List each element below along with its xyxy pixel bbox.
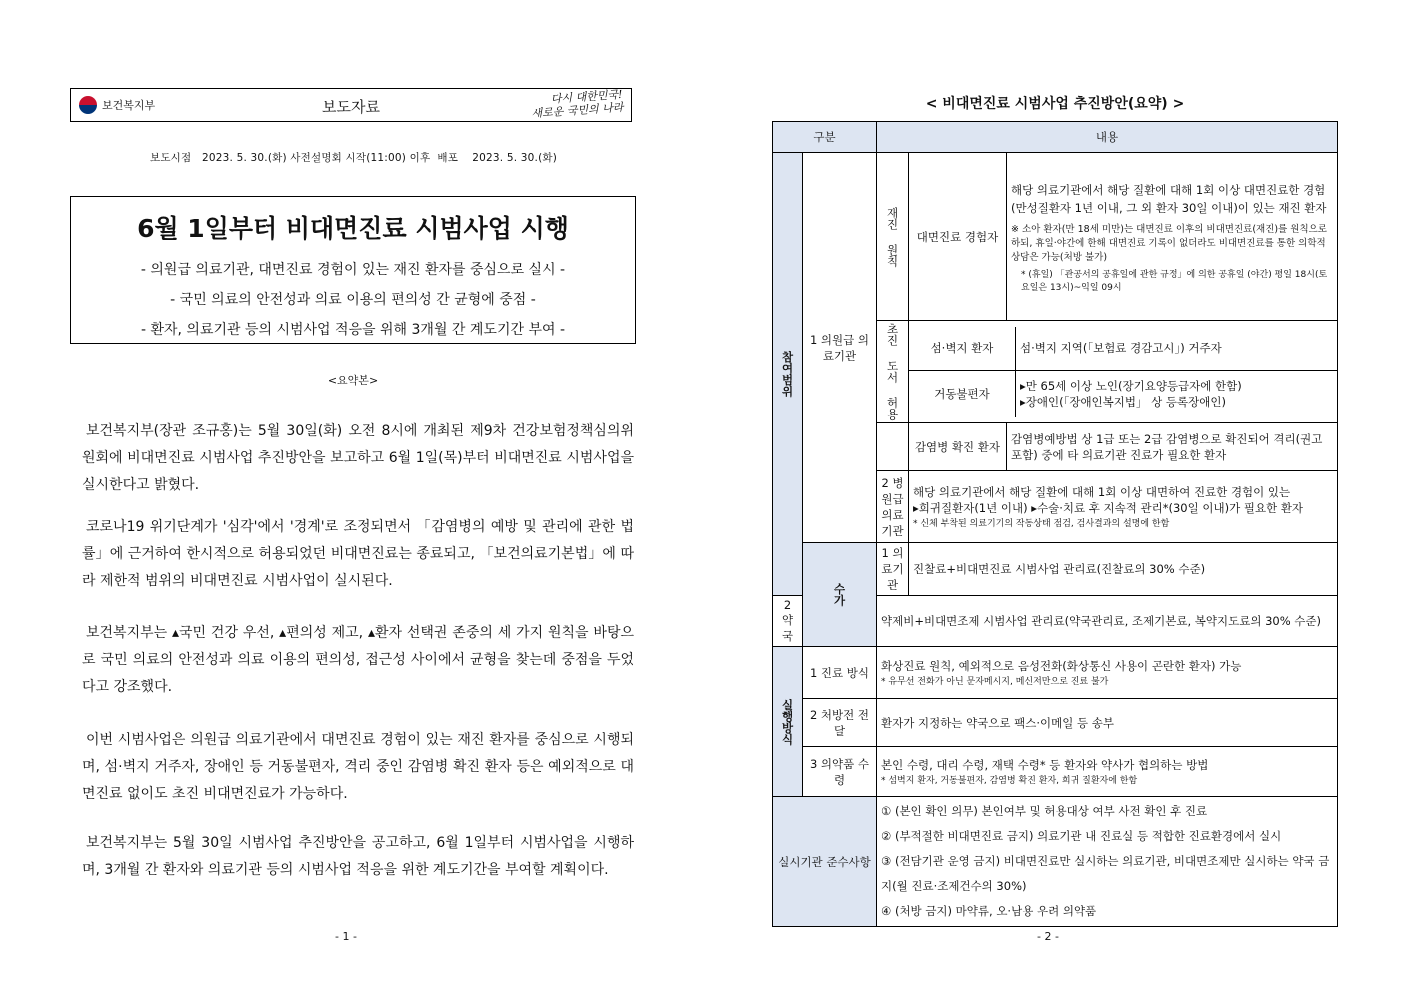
hospital-cell: 해당 의료기관에서 해당 질환에 대해 1회 이상 대면하여 진료한 경험이 있는 ▸희귀질환자(1년 이내) ▸수술·치료 후 지속적 관리*(30일 이내)가 필요한 환자 * 신체 부착된 의료기기의 작동상태 점검, 검사결과의 설명에 한함	[909, 471, 1338, 543]
m1-label: 1 진료 방식	[803, 647, 877, 699]
fee-pharm-text: 약제비+비대면조제 시범사업 관리료(약국관리료, 조제기본료, 복약지도료의 30% 수준)	[877, 596, 1338, 647]
scope-label: 참여범위	[773, 153, 803, 596]
page-number: - 1 -	[335, 930, 357, 943]
clinic-label: 1 의원급 의료기관	[803, 153, 877, 543]
table-title: < 비대면진료 시범사업 추진방안(요약) >	[925, 96, 1185, 112]
summary-table: 구분 내용 참여범위 1 의원급 의료기관 재진 원칙 대면진료 경험자 해당 의료기관에서 해당 질환에 대해 1회 이상 대면진료한 경험(만성질환자 1년 이내, 그 외 환자 30일 이내)이 있는 재진 환자 ※ 소아 환자(만 18세 미만)는 대면진료 이후의 비대면진료(재진)를 원칙으로 하되, 휴일·야간에 한해 대면진료 기록이 없더라도 비대면진료를 통한 의학적 상담은 가능(처방 불가) * (휴일) 「관공서의 공휴일에 관한 규정」에 의한 공휴일 (야간) 평일 18시(토요일은 13시)~익일 09시 초진 도서 허용 섬·벽지 환자 섬·벽지 지역(「보험료 경감고시」) 거주자 거동불편자 ▸만 65세 이상 노인(장기요양등급자에 한함) ▸장애인(「장애인복지법」 상 등록장애인) 감염병 확진 환자 감염병예방법 상 1급 또는 2급 감염병으로 확진되어 격리(권고 포함) 중에 타 의료기관 진료가 필요한 환자 2 병원급 의료기관 해당 의료기관에서 해당 질환에 대해 1회 이상 대면하여 진료한 경험이 있는 ▸희귀질환자(1년 이내) ▸수술·치료 후 지속적 관리*(30일 이내)가 필요한 환자 * 신체 부착된 의료기기의 작동상태 점검, 검사결과의 설명에 한함 수가 1 의료기관 진찰료+비대면진료 시범사업 관리료(진찰료의 30% 수준) 2 약국 약제비+비대면조제 시범사업 관리료(약국관리료, 조제기본료, 복약지도료의 30% 수준) 실행방식 1 진료 방식 화상진료 원칙, 예외적으로 음성전화(화상통신 사용이 곤란한 환자) 가능 * 유무선 전화가 아닌 문자메시지, 메신저만으로 진료 불가 2 처방전 전달 환자가 지정하는 약국으로 팩스·이메일 등 송부 3 의약품 수령 본인 수령, 대리 수령, 재택 수령* 등 환자와 약사가 협의하는 방법 * 섬벽지 환자, 거동불편자, 감염병 확진 환자, 희귀 질환자에 한함 실시기관 준수사항 ① (본인 확인 의무) 본인여부 및 허용대상 여부 사전 확인 후 진료 ② (부적절한 비대면진료 금지) 의료기관 내 진료실 등 적합한 진료환경에서 실시 ③ (전담기관 운영 금지) 비대면진료만 실시하는 의료기관, 비대면조제만 실시하는 약국 금지(월 진료·조제건수의 30%) ④ (처방 금지) 마약류, 오·남용 우려 의약품	[772, 121, 1338, 927]
press-release-label: 보도자료	[322, 98, 380, 116]
first-visit-label: 초진 도서 허용	[877, 321, 909, 423]
paragraph: 이번 시범사업은 의원급 의료기관에서 대면진료 경험이 있는 재진 환자를 중심으로 시행되며, 섬·벽지 거주자, 장애인 등 거동불편자, 격리 중인 감염병 확진 환자 등은 예외적으로 대면진료 없이도 초진 비대면진료가 가능하다.	[82, 732, 634, 802]
m2-label: 2 처방전 전달	[803, 699, 877, 747]
mobility-label: 거동불편자	[909, 371, 1016, 417]
subtitle: - 환자, 의료기관 등의 시범사업 적응을 위해 3개월 간 계도기간 부여 -	[140, 322, 566, 338]
infect-text: 감염병예방법 상 1급 또는 2급 감염병으로 확진되어 격리(권고 포함) 중에 타 의료기관 진료가 필요한 환자	[1007, 423, 1338, 471]
col-header: 내용	[877, 122, 1338, 153]
page-number: - 2 -	[1037, 930, 1059, 943]
subtitle: - 의원급 의료기관, 대면진료 경험이 있는 재진 환자를 중심으로 실시 -	[140, 262, 566, 278]
infect-label: 감염병 확진 환자	[909, 423, 1007, 471]
compliance-cell: ① (본인 확인 의무) 본인여부 및 허용대상 여부 사전 확인 후 진료 ② (부적절한 비대면진료 금지) 의료기관 내 진료실 등 적합한 진료환경에서 실시 ③ (전담기관 운영 금지) 비대면진료만 실시하는 의료기관, 비대면조제만 실시하는 약국 금지(월 진료·조제건수의 30%) ④ (처방 금지) 마약류, 오·남용 우려 의약품	[877, 797, 1338, 927]
slogan: 다시 대한민국! 새로운 국민의 나라	[531, 87, 624, 121]
paragraph: 코로나19 위기단계가 '심각'에서 '경계'로 조정되면서 「감염병의 예방 및 관리에 관한 법률」에 근거하여 한시적으로 허용되었던 비대면진료는 종료되고, 「보건의료기본법」에 따라 제한적 범위의 비대면진료 시범사업이 실시된다.	[82, 519, 634, 589]
subtitle: - 국민 의료의 안전성과 의료 이용의 편의성 간 균형에 중점 -	[170, 292, 536, 308]
title-box	[70, 196, 636, 344]
method-label: 실행방식	[773, 647, 803, 797]
press-header	[70, 88, 632, 122]
page-title: 6월 1일부터 비대면진료 시범사업 시행	[137, 214, 569, 243]
island-label: 섬·벽지 환자	[909, 327, 1016, 371]
fee-clinic-label: 1 의료기관	[877, 543, 909, 596]
summary-label: <요약본>	[327, 374, 379, 387]
revisit-label: 재진 원칙	[877, 153, 909, 321]
fee-label: 수가	[803, 543, 877, 647]
fee-clinic-text: 진찰료+비대면진료 시범사업 관리료(진찰료의 30% 수준)	[909, 543, 1338, 596]
ministry-logo: 보건복지부	[79, 96, 155, 114]
face-exp-label: 대면진료 경험자	[909, 153, 1007, 321]
col-header: 구분	[773, 122, 877, 153]
paragraph: 보건복지부(장관 조규홍)는 5월 30일(화) 오전 8시에 개최된 제9차 건강보험정책심의위원회에 비대면진료 시범사업 추진방안을 보고하고 6월 1일(목)부터 비대면진료 시범사업을 실시한다고 밝혔다.	[82, 423, 634, 493]
paragraph: 보건복지부는 ▴국민 건강 우선, ▴편의성 제고, ▴환자 선택권 존중의 세 가지 원칙을 바탕으로 국민 의료의 안전성과 의료 이용의 편의성, 접근성 사이에서 균형을 찾는데 중점을 두었다고 강조했다.	[82, 625, 634, 695]
island-text: 섬·벽지 지역(「보험료 경감고시」) 거주자	[1016, 327, 1338, 371]
hospital-label: 2 병원급 의료기관	[877, 471, 909, 543]
face-exp-cell: 해당 의료기관에서 해당 질환에 대해 1회 이상 대면진료한 경험(만성질환자 1년 이내, 그 외 환자 30일 이내)이 있는 재진 환자 ※ 소아 환자(만 18세 미만)는 대면진료 이후의 비대면진료(재진)를 원칙으로 하되, 휴일·야간에 한해 대면진료 기록이 없더라도 비대면진료를 통한 의학적 상담은 가능(처방 불가) * (휴일) 「관공서의 공휴일에 관한 규정」에 의한 공휴일 (야간) 평일 18시(토요일은 13시)~익일 09시	[1007, 153, 1338, 321]
m3-label: 3 의약품 수령	[803, 747, 877, 797]
fee-pharm-label: 2 약국	[773, 596, 803, 647]
paragraph: 보건복지부는 5월 30일 시범사업 추진방안을 공고하고, 6월 1일부터 시범사업을 시행하며, 3개월 간 환자와 의료기관 등의 시범사업 적응을 위한 계도기간을 부여할 계획이다.	[82, 835, 634, 878]
compliance-label: 실시기관 준수사항	[773, 797, 877, 927]
release-info: 보도시점 2023. 5. 30.(화) 사전설명회 시작(11:00) 이후 배포 2023. 5. 30.(화)	[150, 152, 558, 164]
m2-text: 환자가 지정하는 약국으로 팩스·이메일 등 송부	[877, 699, 1338, 747]
